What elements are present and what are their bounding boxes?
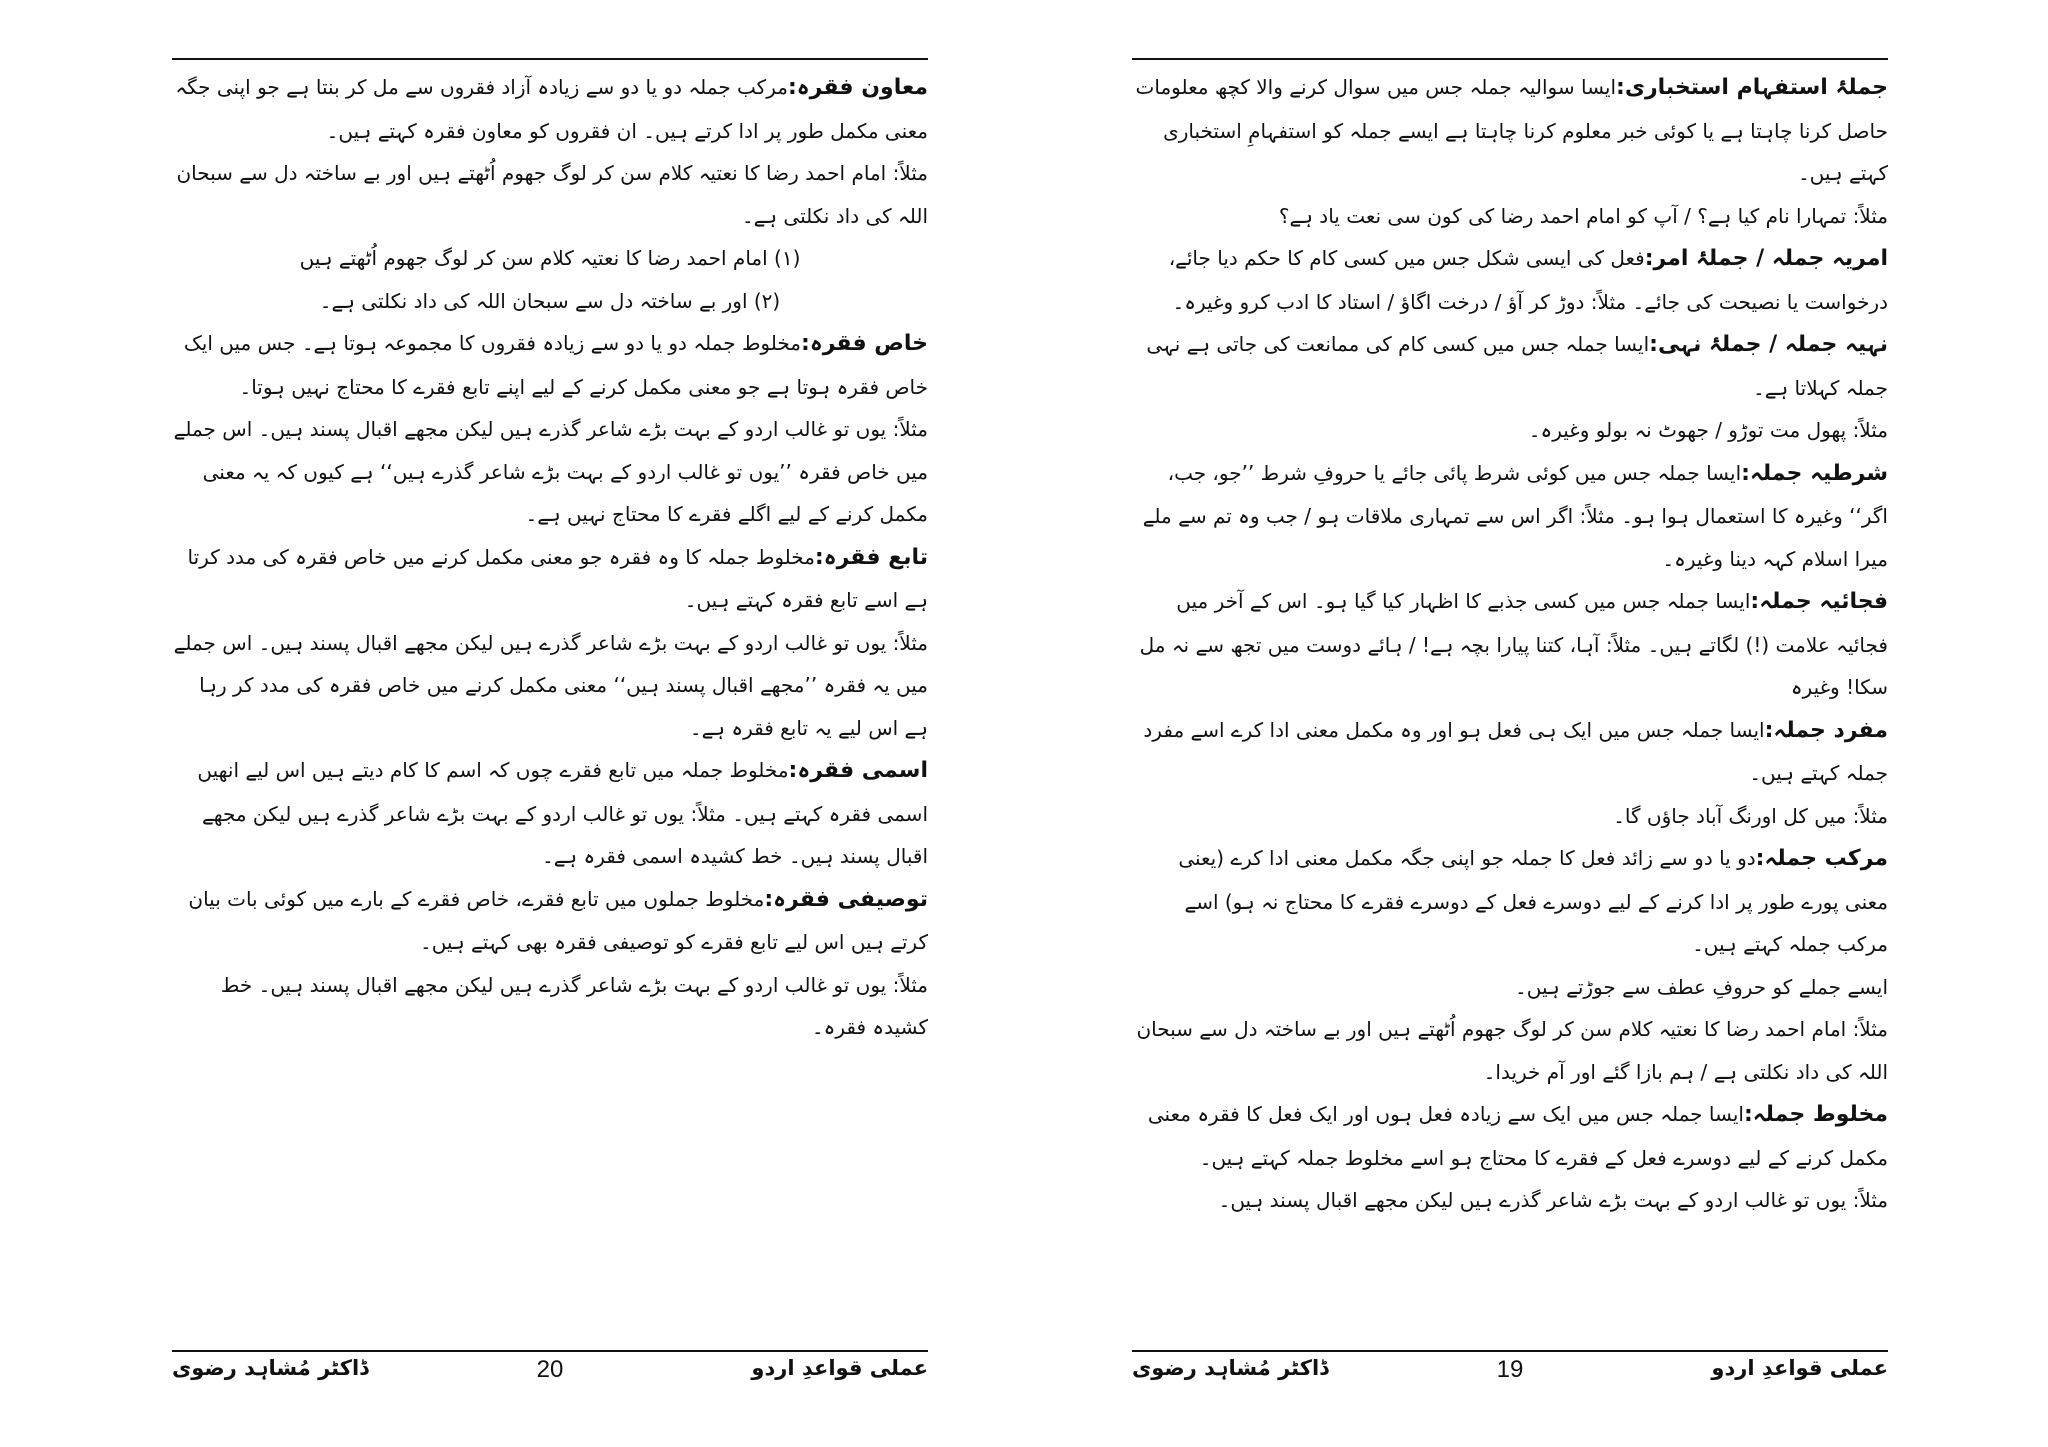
page-number: 19 xyxy=(1496,1356,1524,1383)
paragraph xyxy=(1132,966,1888,1009)
right-page xyxy=(1132,0,1888,1447)
paragraph xyxy=(1132,409,1888,452)
term-heading: مفرد جملہ: xyxy=(1764,717,1888,743)
paragraph-text: ایسا جملہ جس میں کسی جذبے کا اظہار کیا گیا ہو۔ اس کے آخر میں فجائیہ علامت (!) لگاتے ہیں۔ مثلاً: آہا، کتنا پیارا بچہ ہے! / ہائے دوست میں تجھ سے نہ مل سکا! وغیرہ xyxy=(1139,589,1888,699)
page-body xyxy=(172,66,928,1049)
footer-author: ڈاکٹر مُشاہد رضوی xyxy=(1132,1356,1329,1380)
term-heading: مرکب جملہ: xyxy=(1755,846,1888,871)
paragraph xyxy=(1132,452,1888,581)
paragraph-text: ایسا جملہ جس میں ایک سے زیادہ فعل ہوں اور ایک فعل کا فقرہ معنی مکمل کرنے کے لیے دوسرے فعل کے فقرے کا محتاج ہو اسے مخلوط جملہ کہتے ہیں۔ xyxy=(1147,1102,1888,1170)
paragraph-text: دو یا دو سے زائد فعل کا جملہ جو اپنی جگہ مکمل معنی ادا کرے (یعنی معنی پورے طور پر ادا کرنے کے لیے دوسرے فعل کے دوسرے فقرے کا محتاج نہ ہو) اسے مرکب جملہ کہتے ہیں۔ xyxy=(1178,846,1888,956)
paragraph-text: مثلاً: امام احمد رضا کا نعتیہ کلام سن کر لوگ جھوم اُٹھتے ہیں اور بے ساختہ دل سے سبحان اللہ کی داد نکلتی ہے / ہم بازا گئے اور آم خریدا۔ xyxy=(1136,1017,1888,1084)
paragraph-text: ایسے جملے کو حروفِ عطف سے جوڑتے ہیں۔ xyxy=(1515,974,1888,999)
paragraph-text: ایسا سوالیہ جملہ جس میں سوال کرنے والا کچھ معلومات حاصل کرنا چاہتا ہے یا کوئی خبر معلوم کرنا چاہتا ہے ایسے جملہ کو استفہامِ استخباری کہتے ہیں۔ xyxy=(1135,75,1888,185)
term-heading: توصیفی فقرہ: xyxy=(764,886,928,912)
page-number: 20 xyxy=(536,1356,564,1383)
paragraph xyxy=(172,964,928,1049)
term-heading: شرطیہ جملہ: xyxy=(1741,460,1888,486)
footer-book-title: عملی قواعدِ اردو xyxy=(751,1356,928,1380)
paragraph-text: مرکب جملہ دو یا دو سے زیادہ آزاد فقروں سے مل کر بنتا ہے جو اپنی جگہ معنی مکمل طور پر ادا کرتے ہیں۔ ان فقروں کو معاون فقرہ کہتے ہیں۔ xyxy=(175,75,928,143)
paragraph-text: فعل کی ایسی شکل جس میں کسی کام کا حکم دیا جائے، درخواست یا نصیحت کی جائے۔ مثلاً: دوڑ کر آؤ / درخت اگاؤ / استاد کا ادب کرو وغیرہ۔ xyxy=(1168,246,1888,314)
top-rule xyxy=(1132,58,1888,60)
paragraph xyxy=(1132,1093,1888,1179)
paragraph-text: مخلوط جملہ دو یا دو سے زیادہ فقروں کا مجموعہ ہوتا ہے۔ جس میں ایک خاص فقرہ ہوتا ہے جو معنی مکمل کرنے کے لیے اپنے تابع فقرے کا محتاج نہیں ہوتا۔ xyxy=(183,331,928,399)
paragraph xyxy=(1132,237,1888,323)
paragraph-text: مخلوط جملہ میں تابع فقرے چوں کہ اسم کا کام دیتے ہیں اس لیے انھیں اسمی فقرہ کہتے ہیں۔ مثلاً: یوں تو غالب اردو کے بہت بڑے شاعر گذرے ہیں لیکن مجھے اقبال پسند ہیں۔ خط کشیدہ اسمی فقرہ ہے۔ xyxy=(197,758,928,868)
bottom-rule xyxy=(1132,1350,1888,1352)
paragraph xyxy=(172,280,928,323)
paragraph-text: مخلوط جملوں میں تابع فقرے، خاص فقرے کے بارے میں کوئی بات بیان کرتے ہیں اس لیے تابع فقرے کو توصیفی فقرہ بھی کہتے ہیں۔ xyxy=(188,886,928,954)
paragraph xyxy=(1132,580,1888,709)
footer-book-title: عملی قواعدِ اردو xyxy=(1711,1356,1888,1380)
paragraph xyxy=(1132,66,1888,195)
term-heading: خاص فقرہ: xyxy=(801,331,928,356)
paragraph xyxy=(172,408,928,536)
paragraph-text: مثلاً: یوں تو غالب اردو کے بہت بڑے شاعر گذرے ہیں لیکن مجھے اقبال پسند ہیں۔ خط کشیدہ فقرہ۔ xyxy=(220,972,928,1039)
paragraph xyxy=(1132,323,1888,409)
paragraph-text: مثلاً: پھول مت توڑو / جھوٹ نہ بولو وغیرہ۔ xyxy=(1528,418,1888,442)
paragraph-text: مثلاً: تمہارا نام کیا ہے؟ / آپ کو امام احمد رضا کی کون سی نعت یاد ہے؟ xyxy=(1278,203,1888,228)
top-rule xyxy=(172,58,928,60)
paragraph-text: (۲) اور بے ساختہ دل سے سبحان اللہ کی داد نکلتی ہے۔ xyxy=(319,288,781,313)
paragraph-text: ایسا جملہ جس میں کسی کام کی ممانعت کی جاتی ہے نہی جملہ کہلاتا ہے۔ xyxy=(1146,332,1888,400)
paragraph xyxy=(1132,709,1888,795)
paragraph-text: مخلوط جملہ کا وہ فقرہ جو معنی مکمل کرنے میں خاص فقرہ کی مدد کرتا ہے اسے تابع فقرہ کہتے ہیں۔ xyxy=(187,544,928,612)
term-heading: فجائیہ جملہ: xyxy=(1750,589,1888,614)
page-footer xyxy=(172,1356,928,1400)
term-heading: امریہ جملہ / جملۂ امر: xyxy=(1644,246,1888,271)
page-body xyxy=(1132,66,1888,1222)
page-footer xyxy=(1132,1356,1888,1400)
paragraph xyxy=(172,66,928,152)
paragraph xyxy=(1132,795,1888,838)
paragraph-text: (۱) امام احمد رضا کا نعتیہ کلام سن کر لوگ جھوم اُٹھتے ہیں xyxy=(299,246,801,270)
paragraph xyxy=(172,152,928,237)
paragraph xyxy=(1132,1008,1888,1093)
bottom-rule xyxy=(172,1350,928,1352)
term-heading: نہیہ جملہ / جملۂ نہی: xyxy=(1649,332,1888,357)
paragraph xyxy=(172,536,928,622)
paragraph xyxy=(172,622,928,750)
paragraph-text: مثلاً: یوں تو غالب اردو کے بہت بڑے شاعر گذرے ہیں لیکن مجھے اقبال پسند ہیں۔ اس جملے میں یہ فقرہ ’’مجھے اقبال پسند ہیں‘‘ معنی مکمل کرنے میں خاص فقرہ کی مدد کر رہا ہے اس لیے یہ تابع فقرہ ہے۔ xyxy=(173,630,928,740)
paragraph-text: مثلاً: میں کل اورنگ آباد جاؤں گا۔ xyxy=(1613,803,1888,828)
term-heading: مخلوط جملہ: xyxy=(1743,1102,1888,1127)
paragraph-text: ایسا جملہ جس میں ایک ہی فعل ہو اور وہ مکمل معنی ادا کرے اسے مفرد جملہ کہتے ہیں۔ xyxy=(1143,717,1888,785)
paragraph xyxy=(172,878,928,964)
paragraph xyxy=(1132,195,1888,238)
term-heading: تابع فقرہ: xyxy=(814,544,928,570)
term-heading: معاون فقرہ: xyxy=(787,75,928,100)
paragraph-text: مثلاً: امام احمد رضا کا نعتیہ کلام سن کر لوگ جھوم اُٹھتے ہیں اور بے ساختہ دل سے سبحان اللہ کی داد نکلتی ہے۔ xyxy=(176,161,928,228)
paragraph-text: مثلاً: یوں تو غالب اردو کے بہت بڑے شاعر گذرے ہیں لیکن مجھے اقبال پسند ہیں۔ اس جملے میں خاص فقرہ ’’یوں تو غالب اردو کے بہت بڑے شاعر گذرے ہیں‘‘ ہے کیوں کہ یہ معنی مکمل کرنے کے لیے اگلے فقرے کا محتاج نہیں ہے۔ xyxy=(173,417,928,526)
paragraph xyxy=(172,322,928,408)
paragraph xyxy=(1132,837,1888,966)
left-page xyxy=(172,0,928,1447)
paragraph xyxy=(172,749,928,878)
term-heading: جملۂ استفہام استخباری: xyxy=(1616,75,1888,100)
paragraph xyxy=(172,237,928,280)
paragraph xyxy=(1132,1179,1888,1222)
paragraph-text: ایسا جملہ جس میں کوئی شرط پائی جائے یا حروفِ شرط ’’جو، جب، اگر‘‘ وغیرہ کا استعمال ہوا ہو۔ مثلاً: اگر اس سے تمہاری ملاقات ہو / جب وہ تم سے ملے میرا اسلام کہہ دینا وغیرہ۔ xyxy=(1142,460,1888,571)
paragraph-text: مثلاً: یوں تو غالب اردو کے بہت بڑے شاعر گذرے ہیں لیکن مجھے اقبال پسند ہیں۔ xyxy=(1218,1188,1888,1212)
footer-author: ڈاکٹر مُشاہد رضوی xyxy=(172,1356,369,1380)
term-heading: اسمی فقرہ: xyxy=(788,758,928,783)
